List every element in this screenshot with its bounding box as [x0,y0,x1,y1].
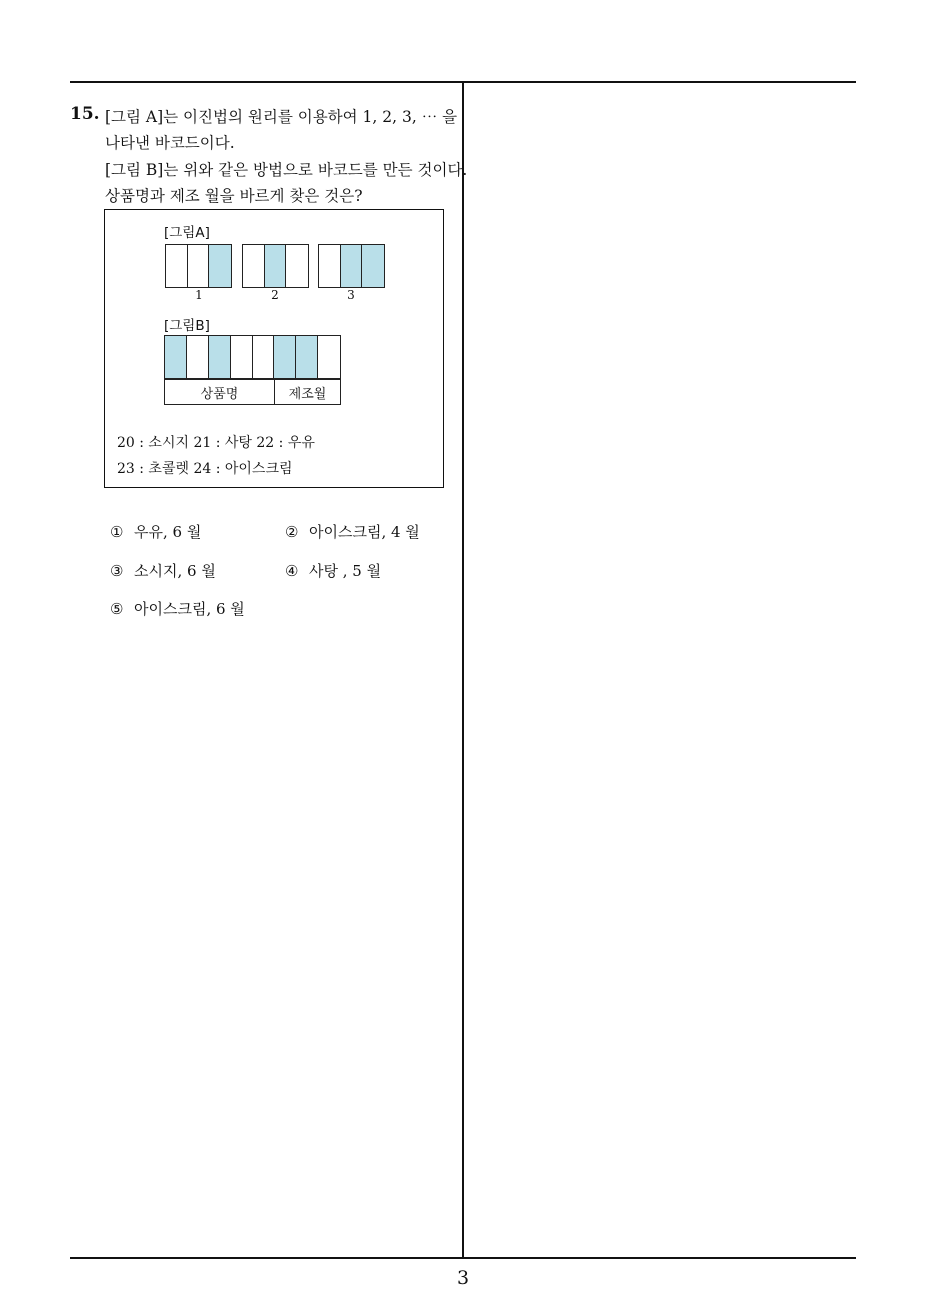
barcode-cell [253,336,275,378]
choice-3[interactable] [110,560,216,581]
segment-product-name: 상품명 [164,379,275,405]
question-text-line: 나타낸 바코드이다. [105,134,235,152]
choice-2[interactable] [285,521,420,542]
page-number: 3 [456,1267,470,1289]
barcode-a2 [242,244,309,288]
segment-manufacture-month: 제조월 [275,379,341,405]
figure-b-label: [그림B] [164,318,210,334]
figure-a-label: [그림A] [164,225,210,241]
choice-mark: ② [285,523,299,541]
legend-line: 20 : 소시지 21 : 사탕 22 : 우유 [117,435,315,451]
choice-mark: ⑤ [110,600,124,618]
barcode-a1 [165,244,232,288]
barcode-a3 [318,244,385,288]
barcode-cell [296,336,318,378]
choice-4[interactable] [285,560,381,581]
barcode-cell [243,245,265,287]
barcode-cell [341,245,363,287]
question-text-line: [그림 A]는 이진법의 원리를 이용하여 1, 2, 3, ⋯ 을 [105,108,458,126]
barcode-cell [274,336,296,378]
choice-text: 소시지, 6 월 [134,562,216,580]
barcode-cell [187,336,209,378]
barcode-cell [188,245,210,287]
barcode-cell [318,336,340,378]
choice-text: 사탕 , 5 월 [309,562,382,580]
barcode-b-segments [164,379,341,405]
barcode-cell [362,245,384,287]
choice-1[interactable] [110,521,201,542]
choice-mark: ③ [110,562,124,580]
question-text-line: [그림 B]는 위와 같은 방법으로 바코드를 만든 것이다. [105,161,468,179]
barcode-cell [286,245,308,287]
choice-mark: ④ [285,562,299,580]
barcode-cell [209,245,231,287]
barcode-cell [166,245,188,287]
barcode-a2-label: 2 [271,288,279,302]
barcode-a3-label: 3 [347,288,355,302]
barcode-b [164,335,341,379]
choice-text: 아이스크림, 4 월 [309,523,420,541]
barcode-cell [319,245,341,287]
barcode-cell [265,245,287,287]
legend-line: 23 : 초콜렛 24 : 아이스크림 [117,461,293,477]
choice-text: 아이스크림, 6 월 [134,600,245,618]
column-divider [462,82,464,1258]
question-text-line: 상품명과 제조 월을 바르게 찾은 것은? [105,187,363,205]
barcode-a1-label: 1 [195,288,203,302]
bottom-rule [70,1257,856,1259]
choice-5[interactable] [110,598,245,619]
barcode-cell [231,336,253,378]
barcode-cell [165,336,187,378]
choice-mark: ① [110,523,124,541]
choice-text: 우유, 6 월 [134,523,202,541]
question-number: 15. [70,104,100,124]
barcode-cell [209,336,231,378]
